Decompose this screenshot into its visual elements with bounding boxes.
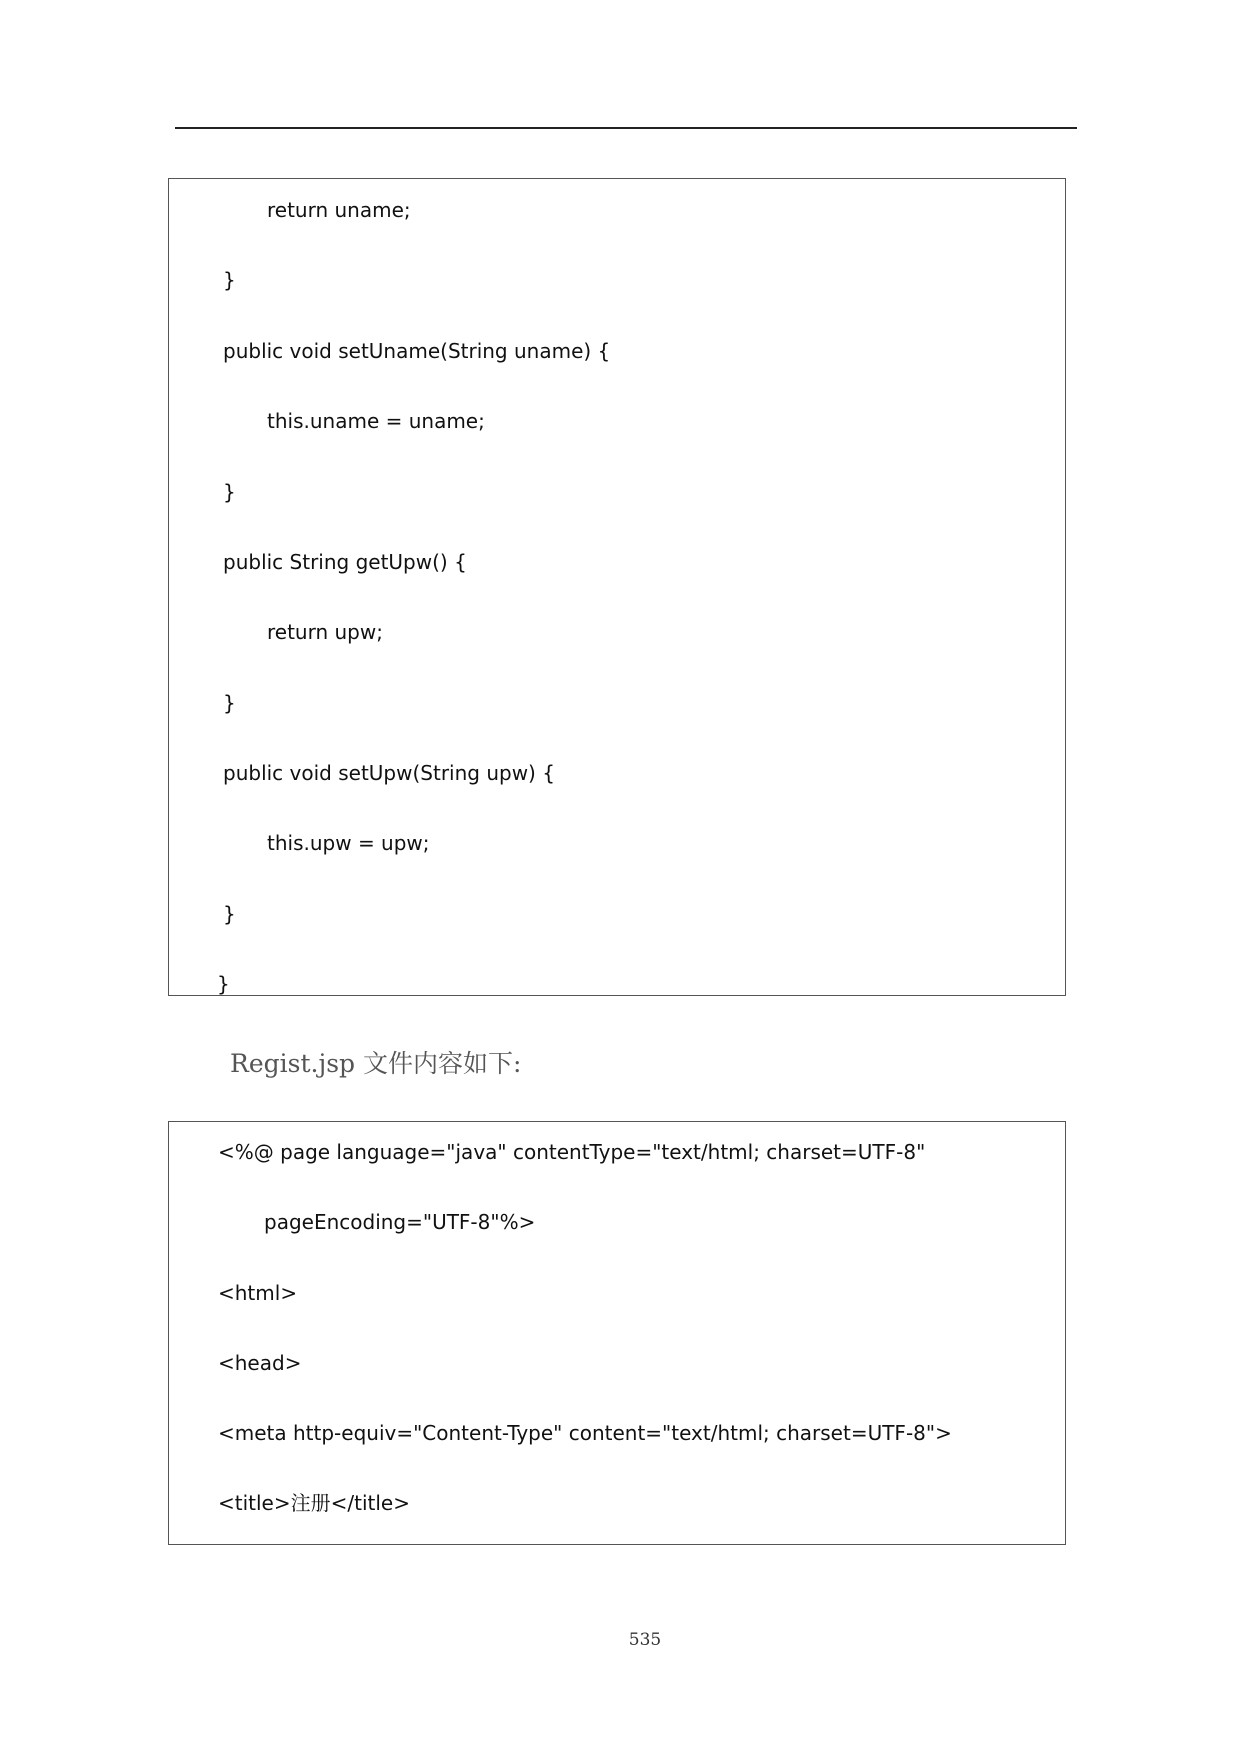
code-line: return uname; [267, 198, 411, 222]
code-line: } [223, 902, 236, 926]
code-line: } [217, 972, 230, 996]
intro-text: Regist.jsp 文件内容如下: [230, 1049, 522, 1078]
code-line: pageEncoding="UTF-8"%> [264, 1210, 536, 1234]
code-line: this.uname = uname; [267, 409, 485, 433]
code-block-jsp [168, 1121, 1066, 1545]
code-line: public String getUpw() { [223, 550, 467, 574]
code-line: } [223, 268, 236, 292]
code-line: public void setUname(String uname) { [223, 339, 611, 363]
code-line: <head> [218, 1351, 302, 1375]
code-line: } [223, 480, 236, 504]
code-line: <html> [218, 1281, 298, 1305]
code-line: this.upw = upw; [267, 831, 430, 855]
code-line: <meta http-equiv="Content-Type" content="text/html; charset=UTF-8"> [218, 1421, 952, 1445]
code-block-java [168, 178, 1066, 996]
code-line: <title>注册</title> [218, 1491, 410, 1515]
code-line: <%@ page language="java" contentType="text/html; charset=UTF-8" [218, 1140, 926, 1164]
header-rule [175, 127, 1077, 129]
code-line: public void setUpw(String upw) { [223, 761, 555, 785]
page-number: 535 [628, 1630, 662, 1650]
code-line: } [223, 691, 236, 715]
code-line: return upw; [267, 620, 383, 644]
